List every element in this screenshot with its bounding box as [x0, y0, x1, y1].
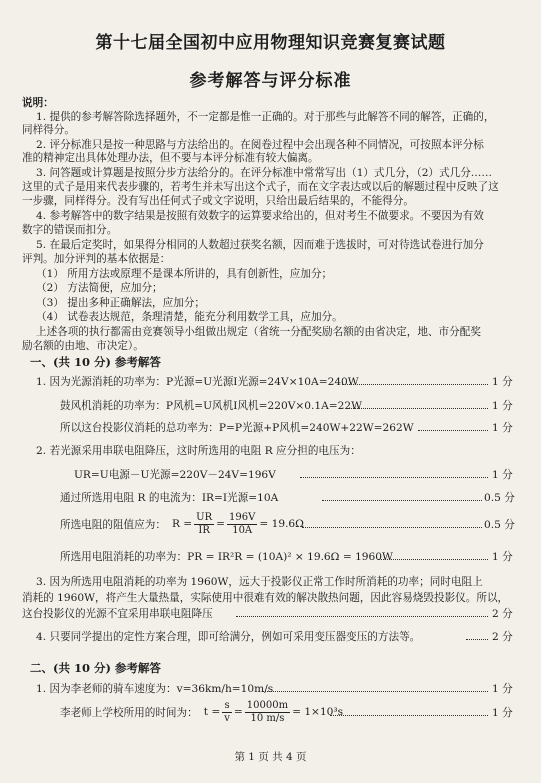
note-line: 评判。加分评判的基本依据是：: [22, 253, 171, 265]
leader-dots: [302, 527, 482, 528]
score-label: 1 分: [492, 551, 513, 563]
score-label: 1 分: [492, 469, 513, 481]
fraction: [194, 512, 214, 537]
leader-dots: [236, 616, 488, 617]
numerator: s: [222, 700, 232, 713]
note-line: （1） 所用方法或原理不是课本所讲的，具有创新性，应加分；: [36, 268, 333, 280]
note-line: 这里的式子是用来代表步骤的，若考生并未写出这个式子，而在文字表达或以后的解题过程中反映了这: [22, 181, 499, 193]
leader-dots: [378, 559, 488, 560]
equation-prefix: 所选电阻的阻值应为：: [60, 518, 166, 531]
note-line: （3） 提出多种正确解法，应加分；: [36, 297, 206, 309]
resistance-equation: 所选电阻的阻值应为： R = $\frac{UR}{IR}$ = $\frac{196V}{10A}$ = 19.6Ω: [60, 511, 304, 536]
answer-line: 这台投影仪的光源不宜采用串联电阻降压: [22, 608, 213, 620]
time-equation: 李老师上学校所用的时间为： t = $\frac{s}{v}$ = $\frac{10000m}{10 m/s}$ = 1×10³s: [60, 699, 344, 724]
answer-line: 所以这台投影仪消耗的总功率为：P=P光源+P风机=240W+22W=262W: [60, 422, 414, 434]
fraction: [245, 700, 290, 725]
score-label: 1 分: [492, 422, 513, 434]
note-line: 2. 评分标准只是按一种思路与方法给出的。在阅卷过程中会出现各种不同情况，可按照本评分标: [36, 139, 484, 151]
equation-lhs: t =: [203, 706, 221, 718]
note-line: 励名额的由地、市决定）。: [22, 340, 144, 352]
notes-heading: 说明：: [22, 97, 54, 109]
denominator: v: [224, 712, 230, 724]
numerator: 10000m: [246, 699, 289, 711]
leader-dots: [300, 477, 488, 478]
leader-dots: [346, 408, 488, 409]
leader-dots: [330, 715, 488, 716]
page-footer: 第 1 页 共 4 页: [234, 751, 307, 763]
score-label: 1 分: [492, 683, 513, 695]
denominator: 10 m/s: [250, 712, 285, 724]
note-line: 准的精神定出具体处理办法，但不要与本评分标准有较大偏离。: [22, 152, 319, 164]
answer-line: 1. 因为光源消耗的功率为：P光源=U光源I光源=24V×10A=240W: [36, 376, 359, 388]
score-label: 1 分: [492, 376, 513, 388]
equation-prefix: 李老师上学校所用的时间为：: [60, 706, 198, 719]
answer-line: 所选用电阻消耗的功率为：PR = IR²R = (10A)² × 19.6Ω = 1960W: [60, 551, 393, 563]
note-line: 一步骤，同样得分。没有写出任何式子或文字说明，只给出最后结果的，不能得分。: [22, 195, 414, 207]
note-line: 上述各项的执行都需由竞赛领导小组做出规定（省统一分配奖励名额的由省决定，地、市分配奖: [36, 326, 481, 338]
document-title: 第十七届全国初中应用物理知识竞赛复赛试题: [95, 33, 446, 53]
note-line: 同样得分。: [22, 124, 75, 136]
score-label: 2 分: [492, 608, 513, 620]
note-line: 5. 在最后定奖时，如果得分相同的人数超过获奖名额，因而难于选拔时，可对待选试卷进行加分: [36, 239, 484, 251]
leader-dots: [322, 500, 482, 501]
answer-line: 2. 若光源采用串联电阻降压，这时所选用的电阻 R 应分担的电压为：: [36, 445, 361, 457]
note-line: 4. 参考解答中的数字结果是按照有效数字的运算要求给出的，但对考生不做要求。不要因为有效: [36, 210, 484, 222]
equation: UR=U电源－U光源=220V－24V=196V: [74, 469, 276, 481]
leader-dots: [262, 691, 488, 692]
score-label: 1 分: [492, 400, 513, 412]
answer-line: 鼓风机消耗的功率为：P风机=U风机I风机=220V×0.1A=22W: [60, 400, 362, 412]
leader-dots: [342, 384, 488, 385]
document-subtitle: 参考解答与评分标准: [189, 71, 352, 91]
score-label: 0.5 分: [484, 492, 515, 504]
note-line: （4） 试卷表达规范，条理清楚，能充分利用数学工具，应加分。: [36, 311, 343, 323]
numerator: UR: [196, 511, 213, 523]
numerator: 196V: [229, 511, 256, 523]
note-line: （2） 方法简便，应加分；: [36, 282, 163, 294]
section-heading: 二、(共 10 分) 参考解答: [30, 661, 161, 675]
note-line: 3. 问答题或计算题是按照分步方法给分的。在评分标准中常常写出（1）式几分，（2）式几分……: [36, 167, 492, 179]
fraction: [227, 512, 257, 537]
denominator: IR: [198, 524, 210, 536]
answer-line: 通过所选用电阻 R 的电流为：IR=I光源=10A: [60, 492, 279, 504]
fraction: [222, 700, 232, 725]
score-label: 1 分: [492, 707, 513, 719]
answer-line: 4. 只要同学提出的定性方案合理，即可给满分，例如可采用变压器变压的方法等。: [36, 631, 421, 643]
note-line: 1. 提供的参考解答除选择题外，不一定都是惟一正确的。对于那些与此解答不同的解答，正确的，: [36, 111, 495, 123]
denominator: 10A: [232, 524, 253, 536]
equation-lhs: R =: [171, 518, 193, 530]
score-label: 2 分: [492, 631, 513, 643]
answer-line: 消耗的 1960W，将产生大量热量，实际使用中很难有效的解决散热问题，因此容易烧毁投影仪。所以，: [22, 592, 509, 604]
equation-result: = 1×10³s: [292, 706, 344, 718]
leader-dots: [418, 430, 488, 431]
note-line: 数字的错误而扣分。: [22, 224, 118, 236]
answer-line: 3. 因为所选用电阻消耗的功率为 1960W，远大于投影仪正常工作时所消耗的功率；同时电阻上: [36, 576, 483, 588]
answer-line: 1. 因为李老师的骑车速度为：v=36km/h=10m/s: [36, 683, 274, 695]
leader-dots: [466, 639, 488, 640]
section-heading: 一、(共 10 分) 参考解答: [30, 355, 161, 369]
equation-result: = 19.6Ω: [259, 518, 304, 530]
score-label: 0.5 分: [484, 519, 515, 531]
